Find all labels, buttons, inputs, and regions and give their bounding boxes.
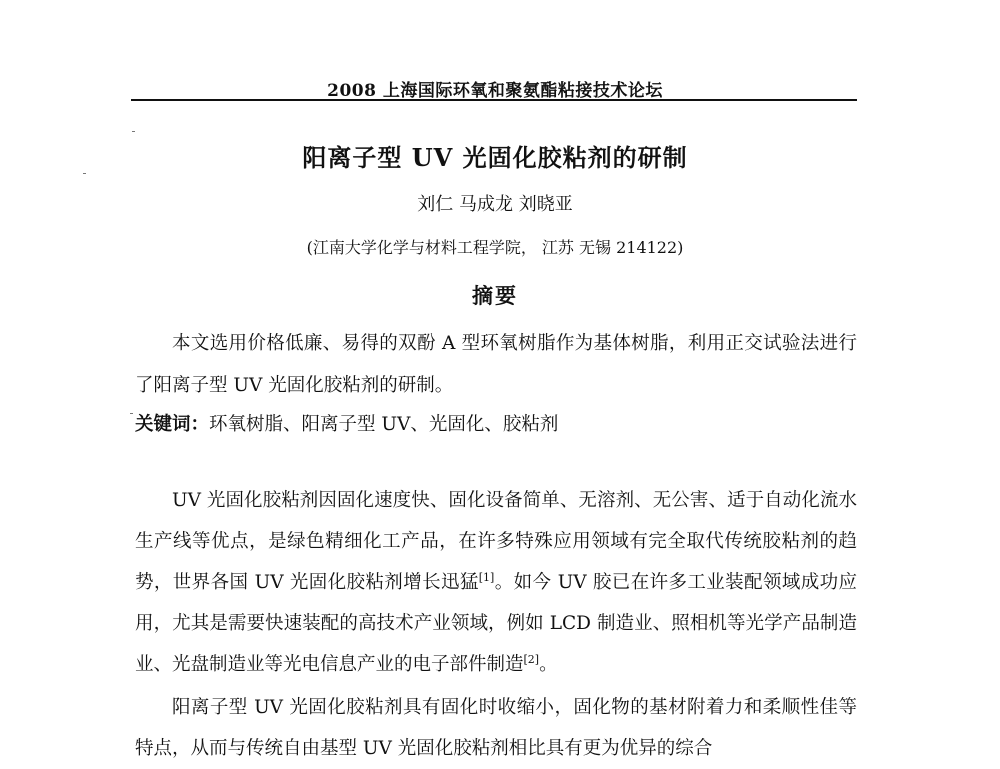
paper-title: 阳离子型 UV 光固化胶粘剂的研制 — [302, 143, 688, 172]
citation-ref-2: [2] — [523, 652, 540, 666]
body-paragraph-1 — [135, 480, 857, 685]
citation-ref-1: [1] — [478, 570, 495, 584]
body-paragraph-2: 阳离子型 UV 光固化胶粘剂具有固化时收缩小，固化物的基材附着力和柔顺性佳等特点，从而与传统自由基型 UV 光固化胶粘剂相比具有更为优异的综合 — [135, 697, 857, 759]
abstract-heading: 摘要 — [472, 283, 518, 308]
keywords-line — [135, 408, 857, 442]
keywords-label: 关键词： — [135, 414, 210, 435]
paper-affiliation: (江南大学化学与材料工程学院， 江苏 无锡 214122) — [306, 238, 684, 257]
header-rule — [131, 99, 857, 101]
running-header: 2008 上海国际环氧和聚氨酯粘接技术论坛 — [327, 81, 663, 101]
scan-speck — [130, 413, 133, 414]
scan-speck — [132, 131, 135, 132]
scan-speck — [83, 173, 86, 174]
paper-authors: 刘仁 马成龙 刘晓亚 — [417, 194, 573, 215]
body-paragraph-1-part-b: 。如今 UV 胶已在许多工业装配领域成功应用，尤其是需要快速装配的高技术产业领域，例如 LCD 制造业、照相机等光学产品制造业、光盘制造业等光电信息产业的电子部件制造 — [135, 572, 858, 675]
body-paragraph-1-part-a: UV 光固化胶粘剂因固化速度快、固化设备简单、无溶剂、无公害、适于自动化流水生产线等优点，是绿色精细化工产品，在许多特殊应用领域有完全取代传统胶粘剂的趋势，世界各国 UV 光固化胶粘剂增长迅猛 — [135, 490, 857, 593]
keywords-text: 环氧树脂、阳离子型 UV、光固化、胶粘剂 — [209, 414, 559, 435]
abstract-text: 本文选用价格低廉、易得的双酚 A 型环氧树脂作为基体树脂，利用正交试验法进行了阳离子型 UV 光固化胶粘剂的研制。 — [135, 333, 857, 396]
body-paragraph-1-part-c: 。 — [539, 654, 558, 675]
